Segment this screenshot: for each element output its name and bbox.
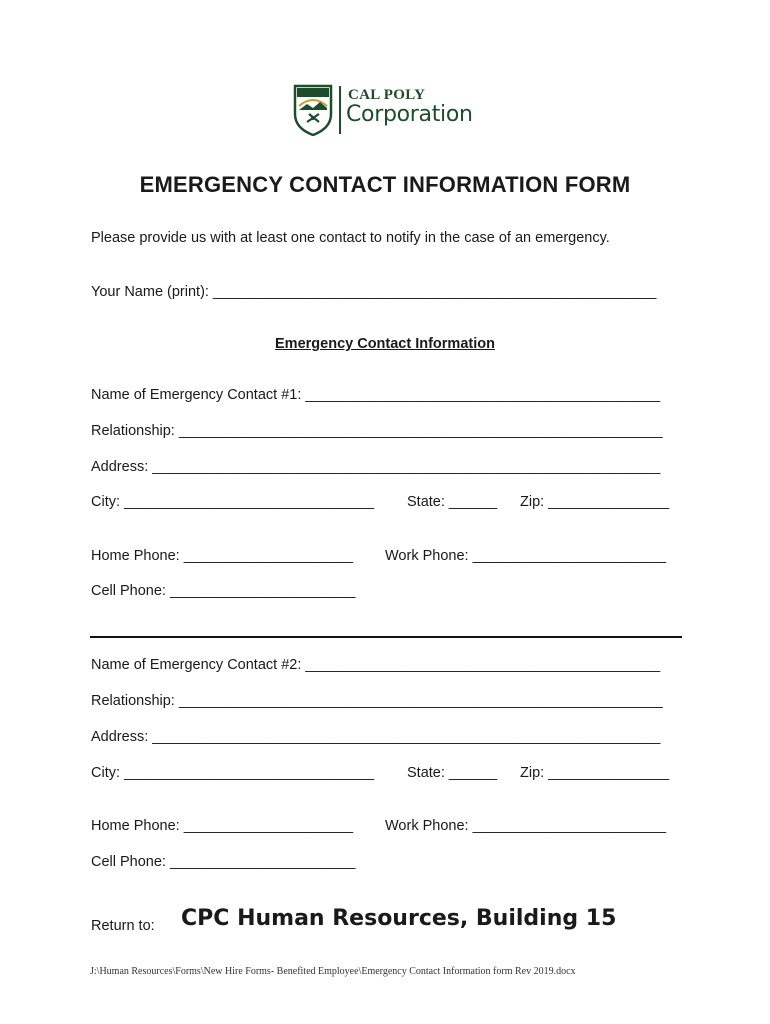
return-to-label: Return to: — [91, 918, 155, 934]
contact-2-address-field[interactable]: Address: _______________________________________________________________ — [91, 729, 661, 745]
return-to-destination: CPC Human Resources, Building 15 — [181, 906, 617, 931]
footer-file-path: J:\Human Resources\Forms\New Hire Forms- Benefited Employee\Emergency Contact Information form Rev 2019.docx — [90, 966, 576, 977]
contact-2-work-phone-field[interactable]: Work Phone: ________________________ — [385, 818, 667, 834]
form-title: EMERGENCY CONTACT INFORMATION FORM — [139, 172, 631, 197]
logo-divider — [339, 86, 341, 134]
contact-1-relationship-field[interactable]: Relationship: ____________________________________________________________ — [91, 423, 663, 439]
contact-1-cell-phone-field[interactable]: Cell Phone: _______________________ — [91, 583, 356, 599]
contact-2-home-phone-field[interactable]: Home Phone: _____________________ — [91, 818, 354, 834]
contact-2-zip-field[interactable]: Zip: _______________ — [520, 765, 670, 781]
contact-2-cell-phone-field[interactable]: Cell Phone: _______________________ — [91, 854, 356, 870]
contact-2-state-field[interactable]: State: ______ — [407, 765, 498, 781]
contact-1-zip-field[interactable]: Zip: _______________ — [520, 494, 670, 510]
intro-text: Please provide us with at least one contact to notify in the case of an emergency. — [91, 230, 610, 246]
contact-2-relationship-field[interactable]: Relationship: ____________________________________________________________ — [91, 693, 663, 709]
shield-icon — [293, 84, 333, 136]
contact-1-address-field[interactable]: Address: _______________________________________________________________ — [91, 459, 661, 475]
your-name-field[interactable]: Your Name (print): _______________________________________________________ — [91, 284, 657, 300]
contact-2-name-field[interactable]: Name of Emergency Contact #2: ____________________________________________ — [91, 657, 661, 673]
section-heading: Emergency Contact Information — [275, 336, 495, 352]
contact-1-city-field[interactable]: City: _______________________________ — [91, 494, 375, 510]
cal-poly-corporation-logo — [293, 84, 493, 140]
contact-1-home-phone-field[interactable]: Home Phone: _____________________ — [91, 548, 354, 564]
logo-text-corporation: Corporation — [346, 102, 473, 127]
logo-text-calpoly: CAL POLY — [348, 87, 426, 103]
contact-1-state-field[interactable]: State: ______ — [407, 494, 498, 510]
contact-2-city-field[interactable]: City: _______________________________ — [91, 765, 375, 781]
contact-1-name-field[interactable]: Name of Emergency Contact #1: ____________________________________________ — [91, 387, 661, 403]
section-divider — [90, 636, 682, 638]
contact-1-work-phone-field[interactable]: Work Phone: ________________________ — [385, 548, 667, 564]
